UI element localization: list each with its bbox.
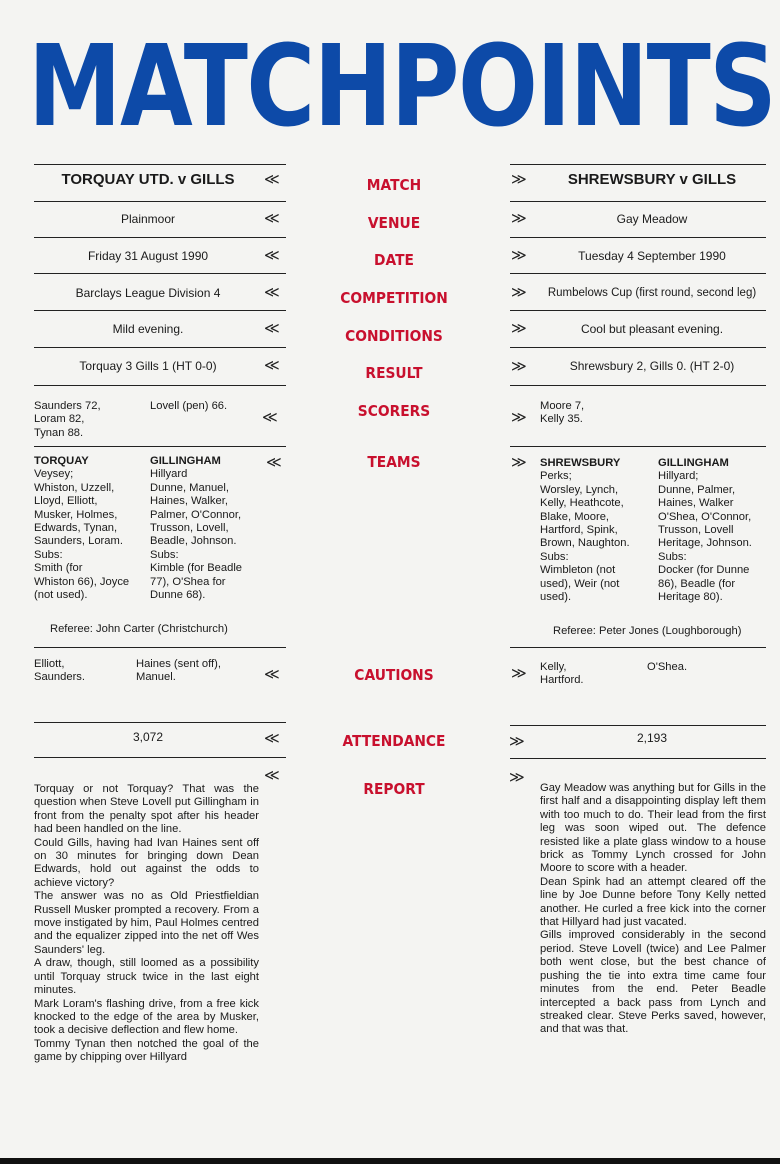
left-arrow-icon: ≪ [264,247,280,264]
right-arrow-icon: ≫ [509,733,525,750]
team-line: Subs: [150,548,179,561]
scorer-line: Loram 82, [34,413,85,426]
team-line: Whiston 66), Joyce [34,575,130,588]
team-line: Heritage 80). [658,591,723,604]
divider [510,385,766,386]
report-paragraph: Mark Loram's flashing drive, from a free kick knocked to the edge of the area by Musker, took a decisive deflection and flew home. [34,997,259,1037]
right-arrow-icon: ≫ [511,320,527,337]
scorer-line: Moore 7, [540,400,585,412]
right-arrow-icon: ≫ [511,409,527,426]
left-arrow-icon: ≪ [264,284,280,301]
left-referee: Referee: John Carter (Christchurch) [50,623,228,635]
team-line: Kelly, Heathcote, [540,497,624,510]
label-competition: COMPETITION [340,289,448,307]
team-line: Wimbleton (not [540,564,616,577]
caution-line: O'Shea. [647,661,688,673]
team-line: Hillyard; [658,470,699,483]
divider [34,757,286,758]
divider [34,237,286,238]
label-date: DATE [374,251,414,269]
right-arrow-icon: ≫ [509,769,525,786]
team-line: Brown, Naughton. [540,537,630,550]
team-line: Hillyard [150,468,188,481]
right-result: Shrewsbury 2, Gills 0. (HT 2-0) [569,359,735,373]
team-line: Docker (for Dunne [658,564,750,577]
label-cautions: CAUTIONS [354,666,434,684]
label-scorers: SCORERS [357,402,431,420]
team-line: Whiston, Uzzell, [34,481,115,494]
label-conditions: CONDITIONS [345,327,443,345]
team-line: Subs: [34,548,63,561]
left-scorers-home [34,400,101,440]
right-scorers [540,400,584,427]
label-attendance: ATTENDANCE [342,732,446,750]
report-paragraph: Dean Spink had an attempt cleared off the line by Joe Dunne before Tony Kelly netted another. He curled a free kick into the corner that Hillyard had just vacated. [540,875,766,929]
team-line: Beadle, Johnson. [150,535,237,548]
team-line: Palmer, O'Connor, [150,508,242,521]
divider [510,446,766,447]
report-paragraph: Gay Meadow was anything but for Gills in the first half and a disappointing display left them with too much to do. Their lead from the first leg was soon wiped out. The defence resisted like a plate glass window to a house brick as Tommy Lynch crossed for John Moore to score with a header. [540,782,766,875]
team-line: 77), O'Shea for [150,575,226,588]
scorer-line: Kelly 35. [540,413,583,426]
scorer-line: Tynan 88. [34,426,84,439]
team-line: Dunne 68). [150,589,206,602]
scorer-line: Lovell (pen) 66. [150,400,228,412]
team-line: Edwards, Tynan, [34,522,118,535]
team-line: Haines, Walker, [150,495,228,508]
left-arrow-icon: ≪ [264,320,280,337]
label-match: MATCH [366,176,422,194]
left-arrow-icon: ≪ [264,730,280,747]
divider [34,385,286,386]
team-line: 86), Beadle (for [658,577,736,590]
team-line: Kimble (for Beadle [150,562,243,575]
left-arrow-icon: ≪ [264,767,280,784]
right-conditions: Cool but pleasant evening. [580,322,724,336]
divider [34,273,286,274]
left-competition: Barclays League Division 4 [75,286,221,300]
divider [510,164,766,165]
caution-line: Hartford. [540,674,584,687]
team-line: Blake, Moore, [540,510,610,523]
left-attendance: 3,072 [132,730,164,744]
team-line: Heritage, Johnson. [658,537,752,550]
label-report: REPORT [363,780,425,798]
right-cautions-home [540,661,584,688]
left-arrow-icon: ≪ [264,357,280,374]
divider [510,273,766,274]
right-match: SHREWSBURY v GILLS [567,171,737,188]
left-cautions-home [34,658,85,685]
right-team-gillingham [658,457,752,604]
team-line: Dunne, Manuel, [150,481,229,494]
caution-line: Haines (sent off), [136,658,221,670]
team-line: (not used). [34,589,88,602]
left-conditions: Mild evening. [112,322,184,336]
left-arrow-icon: ≪ [264,666,280,683]
divider [510,725,766,726]
divider [510,647,766,648]
team-line: Musker, Holmes, [34,508,118,521]
team-name: TORQUAY [34,455,89,467]
right-team-shrewsbury [540,457,630,604]
team-name: SHREWSBURY [540,457,621,469]
divider [510,347,766,348]
right-report [540,782,766,1037]
team-line: Saunders, Loram. [34,535,123,548]
team-line: Veysey; [34,468,74,481]
divider [510,237,766,238]
report-paragraph: Torquay or not Torquay? That was the question when Steve Lovell put Gillingham in front from the penalty spot after his header had been handled on the line. [34,783,259,836]
scorer-line: Saunders 72, [34,400,101,412]
divider [510,310,766,311]
report-paragraph: A draw, though, still loomed as a possibility until Torquay struck twice in the last eight minutes. [34,957,259,997]
label-teams: TEAMS [367,453,421,471]
left-arrow-icon: ≪ [262,409,278,426]
right-attendance: 2,193 [636,731,668,745]
page-title: MATCHPOINTS [28,22,776,152]
label-result: RESULT [365,364,423,382]
divider [510,758,766,759]
team-line: Haines, Walker [658,497,734,510]
right-cautions-away [647,661,687,674]
left-scorers-away [150,400,227,413]
divider [34,310,286,311]
left-arrow-icon: ≪ [264,210,280,227]
team-line: Hartford, Spink, [540,524,618,537]
right-arrow-icon: ≫ [511,171,527,188]
right-arrow-icon: ≫ [511,247,527,264]
report-paragraph: Tommy Tynan then notched the goal of the game by chipping over Hillyard [34,1037,259,1064]
left-date: Friday 31 August 1990 [87,249,209,263]
team-line: Lloyd, Elliott, [34,495,98,508]
divider [34,722,286,723]
team-line: O'Shea, O'Connor, [658,510,752,523]
divider [34,446,286,447]
team-line: Subs: [540,550,569,563]
team-line: Perks; [540,470,572,483]
right-arrow-icon: ≫ [511,358,527,375]
team-line: used). [540,591,572,604]
right-venue: Gay Meadow [616,212,688,226]
caution-line: Manuel. [136,671,176,684]
left-team-gillingham [150,455,242,602]
left-venue: Plainmoor [120,212,176,226]
left-cautions-away [136,658,221,685]
report-paragraph: Could Gills, having had Ivan Haines sent off on 30 minutes for bringing down Dean Edwards, hold out against the odds to achieve victory? [34,836,259,889]
left-arrow-icon: ≪ [264,171,280,188]
left-team-torquay [34,455,129,602]
report-paragraph: Gills improved considerably in the second period. Steve Lovell (twice) and Lee Palmer both went close, but the best chance of pushing the tie into extra time came four minutes from the end. Peter Beadle intercepted a back pass from Lynch and streaked clear. Steve Perks saved, however, and that was that. [540,929,766,1036]
right-arrow-icon: ≫ [511,665,527,682]
divider [510,201,766,202]
left-report [34,783,259,1065]
left-arrow-icon: ≪ [266,454,282,471]
right-referee: Referee: Peter Jones (Loughborough) [553,625,742,637]
caution-line: Saunders. [34,671,85,684]
bottom-edge [0,1158,780,1164]
team-line: used), Weir (not [540,577,620,590]
caution-line: Kelly, [540,661,567,673]
right-arrow-icon: ≫ [511,284,527,301]
divider [34,347,286,348]
divider [34,647,286,648]
right-arrow-icon: ≫ [511,210,527,227]
report-paragraph: The answer was no as Old Priestfieldian Russell Musker prompted a recovery. From a move instigated by him, Paul Holmes centred and the equalizer zipped into the net off Wes Saunders' leg. [34,890,259,956]
team-line: Worsley, Lynch, [540,483,619,496]
team-line: Smith (for [34,562,83,575]
team-line: Dunne, Palmer, [658,483,736,496]
label-venue: VENUE [367,214,421,232]
right-arrow-icon: ≫ [511,454,527,471]
divider [34,201,286,202]
team-name: GILLINGHAM [150,455,221,467]
caution-line: Elliott, [34,658,65,670]
team-line: Subs: [658,550,687,563]
team-name: GILLINGHAM [658,457,729,469]
divider [34,164,286,165]
left-result: Torquay 3 Gills 1 (HT 0-0) [79,359,217,373]
right-date: Tuesday 4 September 1990 [578,249,726,263]
right-competition: Rumbelows Cup (first round, second leg) [547,287,757,299]
team-line: Trusson, Lovell, [150,522,229,535]
left-match: TORQUAY UTD. v GILLS [61,171,235,188]
team-line: Trusson, Lovell [658,524,734,537]
